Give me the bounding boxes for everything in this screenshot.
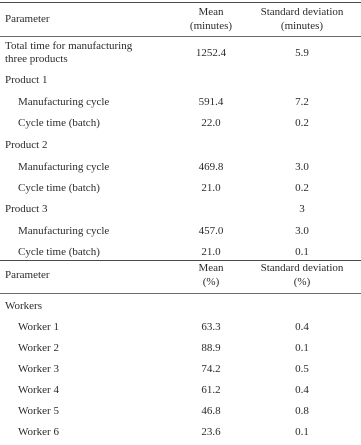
worker-5-mean: 46.8 xyxy=(201,405,221,417)
product-1-manufacturing-sd: 7.2 xyxy=(295,96,309,108)
worker-5-label: Worker 5 xyxy=(18,405,59,417)
worker-4-sd: 0.4 xyxy=(295,384,309,396)
worker-3-mean: 74.2 xyxy=(201,363,221,375)
worker-2-label: Worker 2 xyxy=(18,342,59,354)
header2-mean-unit: (%) xyxy=(202,276,220,288)
header2-mean-line1: Mean xyxy=(198,262,224,274)
header2-parameter: Parameter xyxy=(5,269,50,281)
product-1-cycle-label: Cycle time (batch) xyxy=(18,117,100,129)
product-3-cycle-sd: 0.1 xyxy=(295,246,309,258)
product-2-cycle-label: Cycle time (batch) xyxy=(18,182,100,194)
header-rule xyxy=(0,36,361,37)
header-mean-line1: Mean xyxy=(198,6,224,18)
worker-4-mean: 61.2 xyxy=(201,384,221,396)
total-mean: 1252.4 xyxy=(195,47,227,59)
worker-5-sd: 0.8 xyxy=(295,405,309,417)
worker-6-label: Worker 6 xyxy=(18,426,59,438)
worker-1-label: Worker 1 xyxy=(18,321,59,333)
total-label-line1: Total time for manufacturing xyxy=(5,40,133,52)
worker-3-sd: 0.5 xyxy=(295,363,309,375)
product-2-cycle-mean: 21.0 xyxy=(201,182,221,194)
product-1-name: Product 1 xyxy=(5,74,48,86)
product-3-manufacturing-label: Manufacturing cycle xyxy=(18,225,110,237)
total-sd: 5.9 xyxy=(295,47,309,59)
table-top-rule xyxy=(0,2,361,3)
worker-2-sd: 0.1 xyxy=(295,342,309,354)
product-3-cycle-mean: 21.0 xyxy=(201,246,221,258)
header-parameter: Parameter xyxy=(5,13,50,25)
worker-1-sd: 0.4 xyxy=(295,321,309,333)
header2-rule xyxy=(0,293,361,294)
product-2-manufacturing-sd: 3.0 xyxy=(295,161,309,173)
product-2-cycle-sd: 0.2 xyxy=(295,182,309,194)
product-3-sd-note: 3 xyxy=(299,203,305,215)
total-label-line2: three products xyxy=(5,53,68,65)
header-sd-line1: Standard deviation xyxy=(260,6,344,18)
worker-6-mean: 23.6 xyxy=(201,426,221,438)
product-1-cycle-sd: 0.2 xyxy=(295,117,309,129)
product-1-cycle-mean: 22.0 xyxy=(201,117,221,129)
workers-label: Workers xyxy=(5,300,42,312)
header-sd-unit: (minutes) xyxy=(280,20,324,32)
header-mean-unit: (minutes) xyxy=(189,20,233,32)
product-2-name: Product 2 xyxy=(5,139,48,151)
header2-sd-line1: Standard deviation xyxy=(260,262,344,274)
header2-sd-unit: (%) xyxy=(293,276,311,288)
product-3-manufacturing-mean: 457.0 xyxy=(198,225,224,237)
product-1-manufacturing-mean: 591.4 xyxy=(198,96,224,108)
product-3-manufacturing-sd: 3.0 xyxy=(295,225,309,237)
product-2-manufacturing-mean: 469.8 xyxy=(198,161,224,173)
product-3-name: Product 3 xyxy=(5,203,48,215)
worker-2-mean: 88.9 xyxy=(201,342,221,354)
worker-1-mean: 63.3 xyxy=(201,321,221,333)
worker-4-label: Worker 4 xyxy=(18,384,59,396)
product-2-manufacturing-label: Manufacturing cycle xyxy=(18,161,110,173)
worker-3-label: Worker 3 xyxy=(18,363,59,375)
worker-6-sd: 0.1 xyxy=(295,426,309,438)
product-3-cycle-label: Cycle time (batch) xyxy=(18,246,100,258)
product-1-manufacturing-label: Manufacturing cycle xyxy=(18,96,110,108)
